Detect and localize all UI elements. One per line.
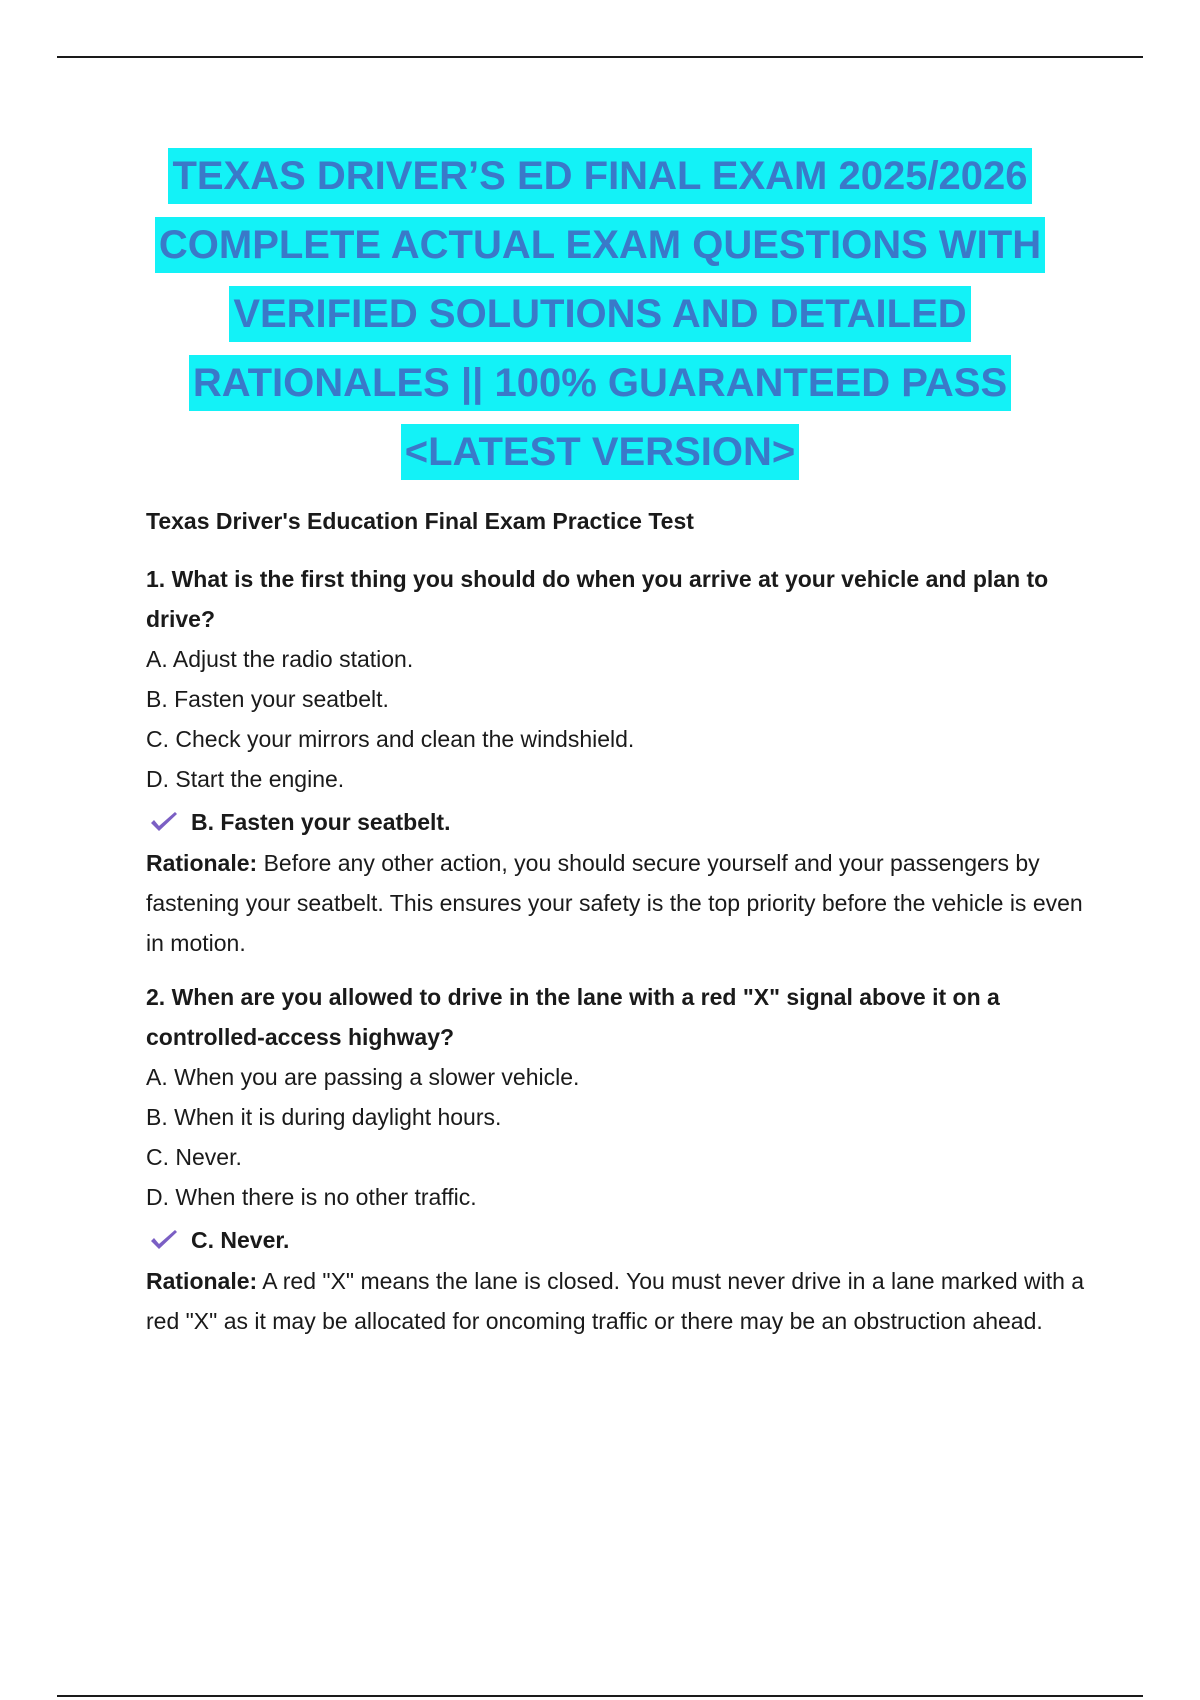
rationale-label: Rationale: xyxy=(146,1268,258,1294)
question-block-1 xyxy=(146,559,1096,963)
title-line: <LATEST VERSION> xyxy=(100,418,1100,487)
answer-option: A. Adjust the radio station. xyxy=(146,646,414,672)
question-block-2 xyxy=(146,977,1096,1341)
practice-test-heading: Texas Driver's Education Final Exam Practice Test xyxy=(146,508,694,534)
correct-answer-text: C. Never. xyxy=(191,1227,290,1253)
answer-option: C. Never. xyxy=(146,1144,242,1170)
answer-option: C. Check your mirrors and clean the windshield. xyxy=(146,726,635,752)
title-line: VERIFIED SOLUTIONS AND DETAILED xyxy=(100,280,1100,349)
checkmark-icon xyxy=(149,810,179,834)
document-title xyxy=(100,142,1100,487)
rationale-label: Rationale: xyxy=(146,850,258,876)
rationale xyxy=(146,843,1096,963)
correct-answer xyxy=(146,1219,1096,1261)
answer-option: B. When it is during daylight hours. xyxy=(146,1104,502,1130)
correct-answer xyxy=(146,801,1096,843)
rationale-text: A red "X" means the lane is closed. You must never drive in a lane marked with a red "X" as it may be allocated for oncoming traffic or there may be an obstruction ahead. xyxy=(146,1268,1085,1334)
rationale-text: Before any other action, you should secure yourself and your passengers by fastening your seatbelt. This ensures your safety is the top priority before the vehicle is even in motion. xyxy=(146,850,1083,956)
checkmark-icon xyxy=(149,1228,179,1252)
title-line: COMPLETE ACTUAL EXAM QUESTIONS WITH xyxy=(100,211,1100,280)
correct-answer-text: B. Fasten your seatbelt. xyxy=(191,809,451,835)
exam-content xyxy=(146,505,1096,1355)
question-text: 2. When are you allowed to drive in the lane with a red "X" signal above it on a controlled-access highway? xyxy=(146,984,1000,1050)
answer-option: D. Start the engine. xyxy=(146,766,345,792)
question-text: 1. What is the first thing you should do when you arrive at your vehicle and plan to drive? xyxy=(146,566,1049,632)
answer-option: D. When there is no other traffic. xyxy=(146,1184,477,1210)
answer-option: B. Fasten your seatbelt. xyxy=(146,686,389,712)
bottom-rule xyxy=(57,1695,1143,1697)
answer-option: A. When you are passing a slower vehicle. xyxy=(146,1064,580,1090)
rationale xyxy=(146,1261,1096,1341)
top-rule xyxy=(57,56,1143,58)
title-line: RATIONALES || 100% GUARANTEED PASS xyxy=(100,349,1100,418)
title-line: TEXAS DRIVER’S ED FINAL EXAM 2025/2026 xyxy=(100,142,1100,211)
